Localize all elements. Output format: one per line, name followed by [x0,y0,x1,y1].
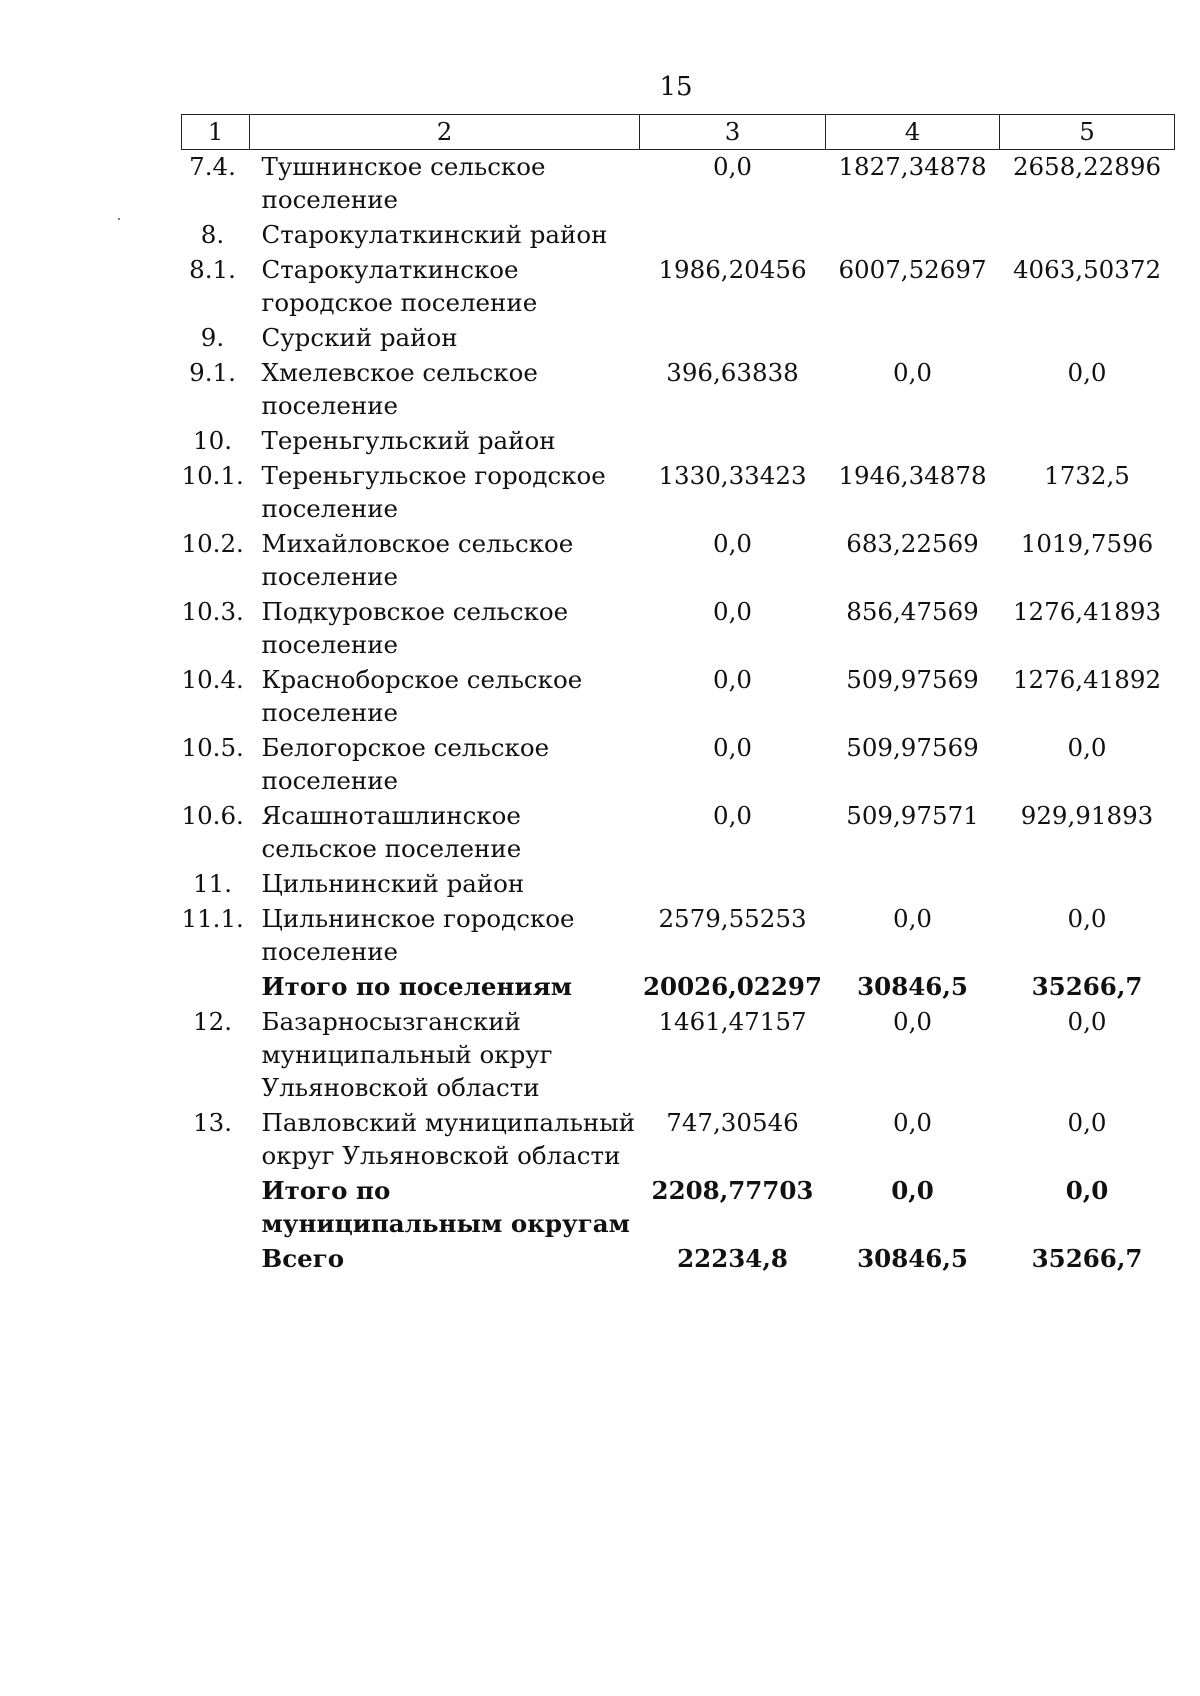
table-row [182,150,1175,219]
cell-name: Подкуровское сельское поселение [261,597,569,659]
cell-name: Всего [261,1244,345,1273]
table-row [182,799,1175,867]
cell-number: 11. [193,869,232,898]
cell-col5: 0,0 [1067,1007,1107,1036]
header-cell-1: 1 [182,115,250,150]
cell-name: Тушнинское сельское поселение [261,152,546,214]
cell-number: 10.4. [181,665,244,694]
table-row [182,1242,1175,1277]
cell-col3: 2208,77703 [651,1176,814,1205]
cell-number: 12. [193,1007,232,1036]
cell-name: Итого по муниципальным округам [261,1176,630,1238]
table-row [182,663,1175,731]
cell-number: 10.1. [181,461,244,490]
table-row [182,218,1175,253]
cell-col3: 2579,55253 [658,904,807,933]
cell-col4: 6007,52697 [838,255,987,284]
cell-col3: 747,30546 [666,1108,799,1137]
cell-col4 [826,867,1000,902]
cell-col5 [1000,218,1175,253]
header-row [182,115,1175,150]
cell-col4 [826,321,1000,356]
cell-col5: 35266,7 [1031,972,1143,1001]
table-row [182,1106,1175,1174]
cell-col4: 0,0 [893,1108,932,1137]
cell-col4: 30846,5 [857,1244,968,1273]
cell-name: Итого по поселениям [261,972,572,1001]
cell-name: Михайловское сельское поселение [261,529,574,591]
data-table [181,114,1175,1277]
cell-name: Хмелевское сельское поселение [261,358,538,420]
cell-col4: 856,47569 [846,597,979,626]
cell-col4 [826,218,1000,253]
cell-number [182,1242,250,1277]
header-cell-3: 3 [640,115,826,150]
cell-col5: 4063,50372 [1012,255,1162,284]
cell-col4: 0,0 [893,358,932,387]
cell-number: 10. [193,426,232,455]
cell-name: Базарносызганский муниципальный округ Ульяновской области [261,1007,553,1102]
table-row [182,253,1175,321]
table-row [182,731,1175,799]
cell-name: Старокулаткинское городское поселение [261,255,538,317]
cell-col5: 0,0 [1067,733,1107,762]
cell-number [182,970,250,1005]
cell-col3: 0,0 [713,665,752,694]
cell-col4: 509,97571 [846,801,979,830]
table-body [182,150,1175,1278]
table-row [182,1174,1175,1242]
cell-col3 [640,424,826,459]
cell-number: 9.1. [189,358,236,387]
cell-name: Красноборское сельское поселение [261,665,583,727]
header-cell-2: 2 [250,115,640,150]
header-cell-4: 4 [826,115,1000,150]
cell-col3: 0,0 [713,801,752,830]
table-row [182,1005,1175,1106]
cell-col3: 0,0 [713,597,752,626]
cell-col4: 1827,34878 [838,152,987,181]
cell-col5: 2658,22896 [1012,152,1162,181]
table-row [182,527,1175,595]
cell-col3: 1330,33423 [658,461,807,490]
cell-col4: 509,97569 [846,665,979,694]
cell-number: 8. [200,220,225,249]
cell-number: 10.3. [181,597,244,626]
cell-col3: 0,0 [713,733,752,762]
cell-col5: 35266,7 [1031,1244,1143,1273]
cell-col4: 0,0 [893,904,932,933]
cell-col4: 683,22569 [846,529,979,558]
page-number: 15 [659,72,693,102]
cell-col5: 0,0 [1067,1108,1107,1137]
cell-col4: 1946,34878 [838,461,987,490]
cell-number: 10.5. [181,733,244,762]
table-row [182,424,1175,459]
cell-col3: 0,0 [713,152,752,181]
cell-col4: 0,0 [893,1007,932,1036]
cell-col5 [1000,424,1175,459]
cell-col4: 509,97569 [846,733,979,762]
cell-col5 [1000,321,1175,356]
cell-col5: 1276,41893 [1012,597,1162,626]
cell-number: 10.6. [181,801,244,830]
cell-col3: 22234,8 [677,1244,788,1273]
cell-number: 7.4. [189,152,236,181]
cell-col3 [640,218,826,253]
table-row [182,356,1175,424]
cell-name: Тереньгульский район [261,426,556,455]
cell-name: Тереньгульское городское поселение [261,461,606,523]
header-cell-5: 5 [1000,115,1175,150]
cell-col3: 1986,20456 [658,255,807,284]
cell-number: 11.1. [181,904,244,933]
table-row [182,902,1175,970]
cell-col5: 0,0 [1067,904,1107,933]
cell-col5: 1732,5 [1044,461,1130,490]
cell-col3 [640,867,826,902]
table-row [182,867,1175,902]
cell-name: Павловский муниципальный округ Ульяновской области [261,1108,636,1170]
cell-number: 10.2. [181,529,244,558]
cell-col3 [640,321,826,356]
cell-number: 8.1. [189,255,236,284]
cell-number: 13. [193,1108,232,1137]
cell-col3: 20026,02297 [642,972,822,1001]
table-row [182,321,1175,356]
cell-col3: 396,63838 [666,358,799,387]
cell-col3: 1461,47157 [658,1007,807,1036]
cell-col5: 0,0 [1067,358,1107,387]
cell-name: Цильнинский район [261,869,525,898]
cell-col5: 929,91893 [1020,801,1154,830]
cell-col3: 0,0 [713,529,752,558]
scan-speck [118,218,120,220]
table-row [182,459,1175,527]
cell-name: Сурский район [261,323,458,352]
cell-number [182,1174,250,1242]
cell-col4 [826,424,1000,459]
cell-name: Цильнинское городское поселение [261,904,575,966]
cell-number: 9. [200,323,225,352]
cell-name: Старокулаткинский район [261,220,608,249]
cell-col5: 1019,7596 [1020,529,1154,558]
cell-col5: 0,0 [1065,1176,1109,1205]
cell-col4: 30846,5 [857,972,968,1001]
cell-name: Ясашноташлинское сельское поселение [261,801,522,863]
cell-name: Белогорское сельское поселение [261,733,550,795]
cell-col4: 0,0 [891,1176,934,1205]
table-row [182,595,1175,663]
cell-col5 [1000,867,1175,902]
cell-col5: 1276,41892 [1012,665,1162,694]
table-row [182,970,1175,1005]
